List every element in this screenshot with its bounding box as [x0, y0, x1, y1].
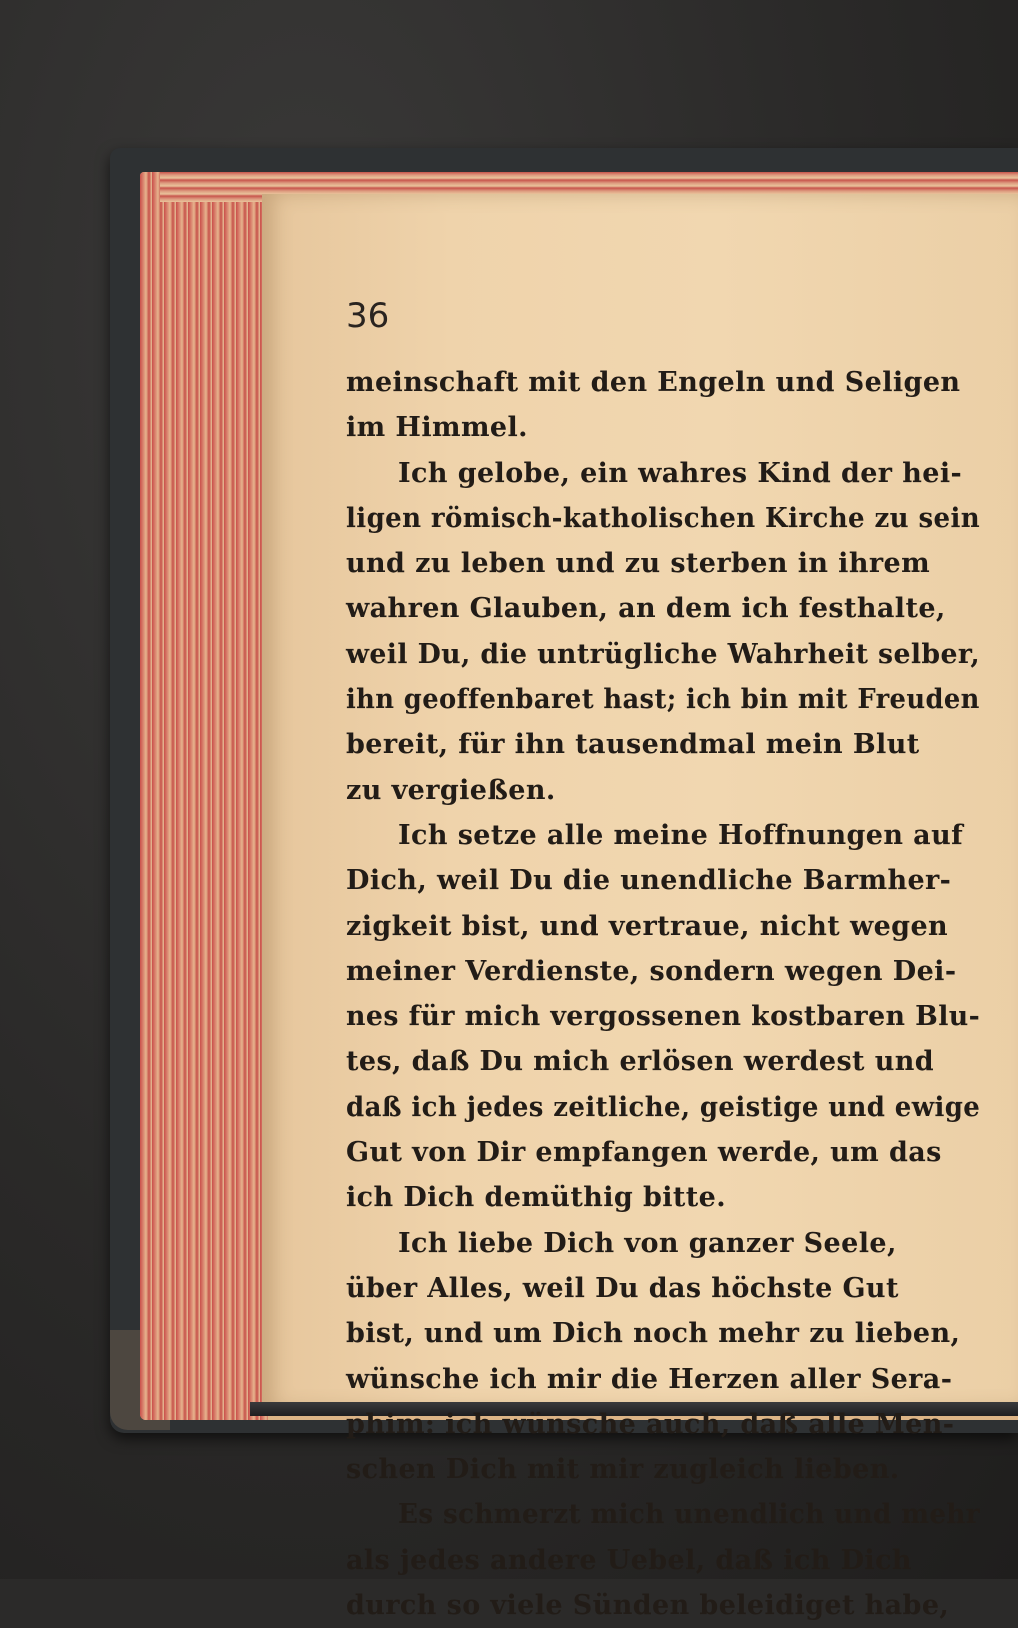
text-line: wahren Glauben, an dem ich festhalte,	[346, 593, 946, 625]
text-line: ich Dich demüthig bitte.	[346, 1182, 727, 1214]
text-line: Gut von Dir empfangen werde, um das	[346, 1137, 942, 1169]
text-line: phim: ich wünsche auch, daß alle Men-	[346, 1408, 955, 1440]
text-line: über Alles, weil Du das höchste Gut	[346, 1272, 899, 1304]
text-line: bereit, für ihn tausendmal mein Blut	[346, 729, 920, 761]
page-number: 36	[346, 296, 390, 336]
text-line: und zu leben und zu sterben in ihrem	[346, 548, 931, 580]
red-page-edges	[140, 172, 268, 1420]
text-line: ligen römisch-katholischen Kirche zu sein	[346, 502, 981, 534]
text-line: daß ich jedes zeitliche, geistige und ewige	[346, 1091, 981, 1123]
text-line: schen Dich mit mir zugleich lieben.	[346, 1454, 900, 1486]
text-line: im Himmel.	[346, 412, 528, 444]
text-line: Ich setze alle meine Hoffnungen auf	[398, 819, 964, 851]
text-line: Es schmerzt mich unendlich und mehr	[398, 1499, 980, 1531]
text-line: zu vergießen.	[346, 774, 556, 806]
text-line: meinschaft mit den Engeln und Seligen	[346, 367, 961, 398]
text-line: meiner Verdienste, sondern wegen Dei-	[346, 955, 957, 987]
text-line: Dich, weil Du die unendliche Barmher-	[346, 865, 952, 897]
text-line: zigkeit bist, und vertraue, nicht wegen	[346, 910, 949, 942]
text-line: Ich liebe Dich von ganzer Seele,	[398, 1227, 897, 1259]
page-text	[346, 360, 980, 1628]
text-line: Ich gelobe, ein wahres Kind der hei-	[398, 457, 963, 489]
text-line: bist, und um Dich noch mehr zu lieben,	[346, 1318, 961, 1350]
text-line: ihn geoffenbaret hast; ich bin mit Freuden	[346, 684, 980, 716]
text-line: als jedes andere Uebel, daß ich Dich	[346, 1544, 912, 1576]
text-line: tes, daß Du mich erlösen werdest und	[346, 1046, 935, 1078]
text-line: weil Du, die untrügliche Wahrheit selber,	[346, 638, 981, 670]
text-line: wünsche ich mir die Herzen aller Sera-	[346, 1363, 953, 1395]
text-line: nes für mich vergossenen kostbaren Blu-	[346, 1001, 981, 1033]
text-line: durch so viele Sünden beleidiget habe,	[346, 1590, 950, 1622]
